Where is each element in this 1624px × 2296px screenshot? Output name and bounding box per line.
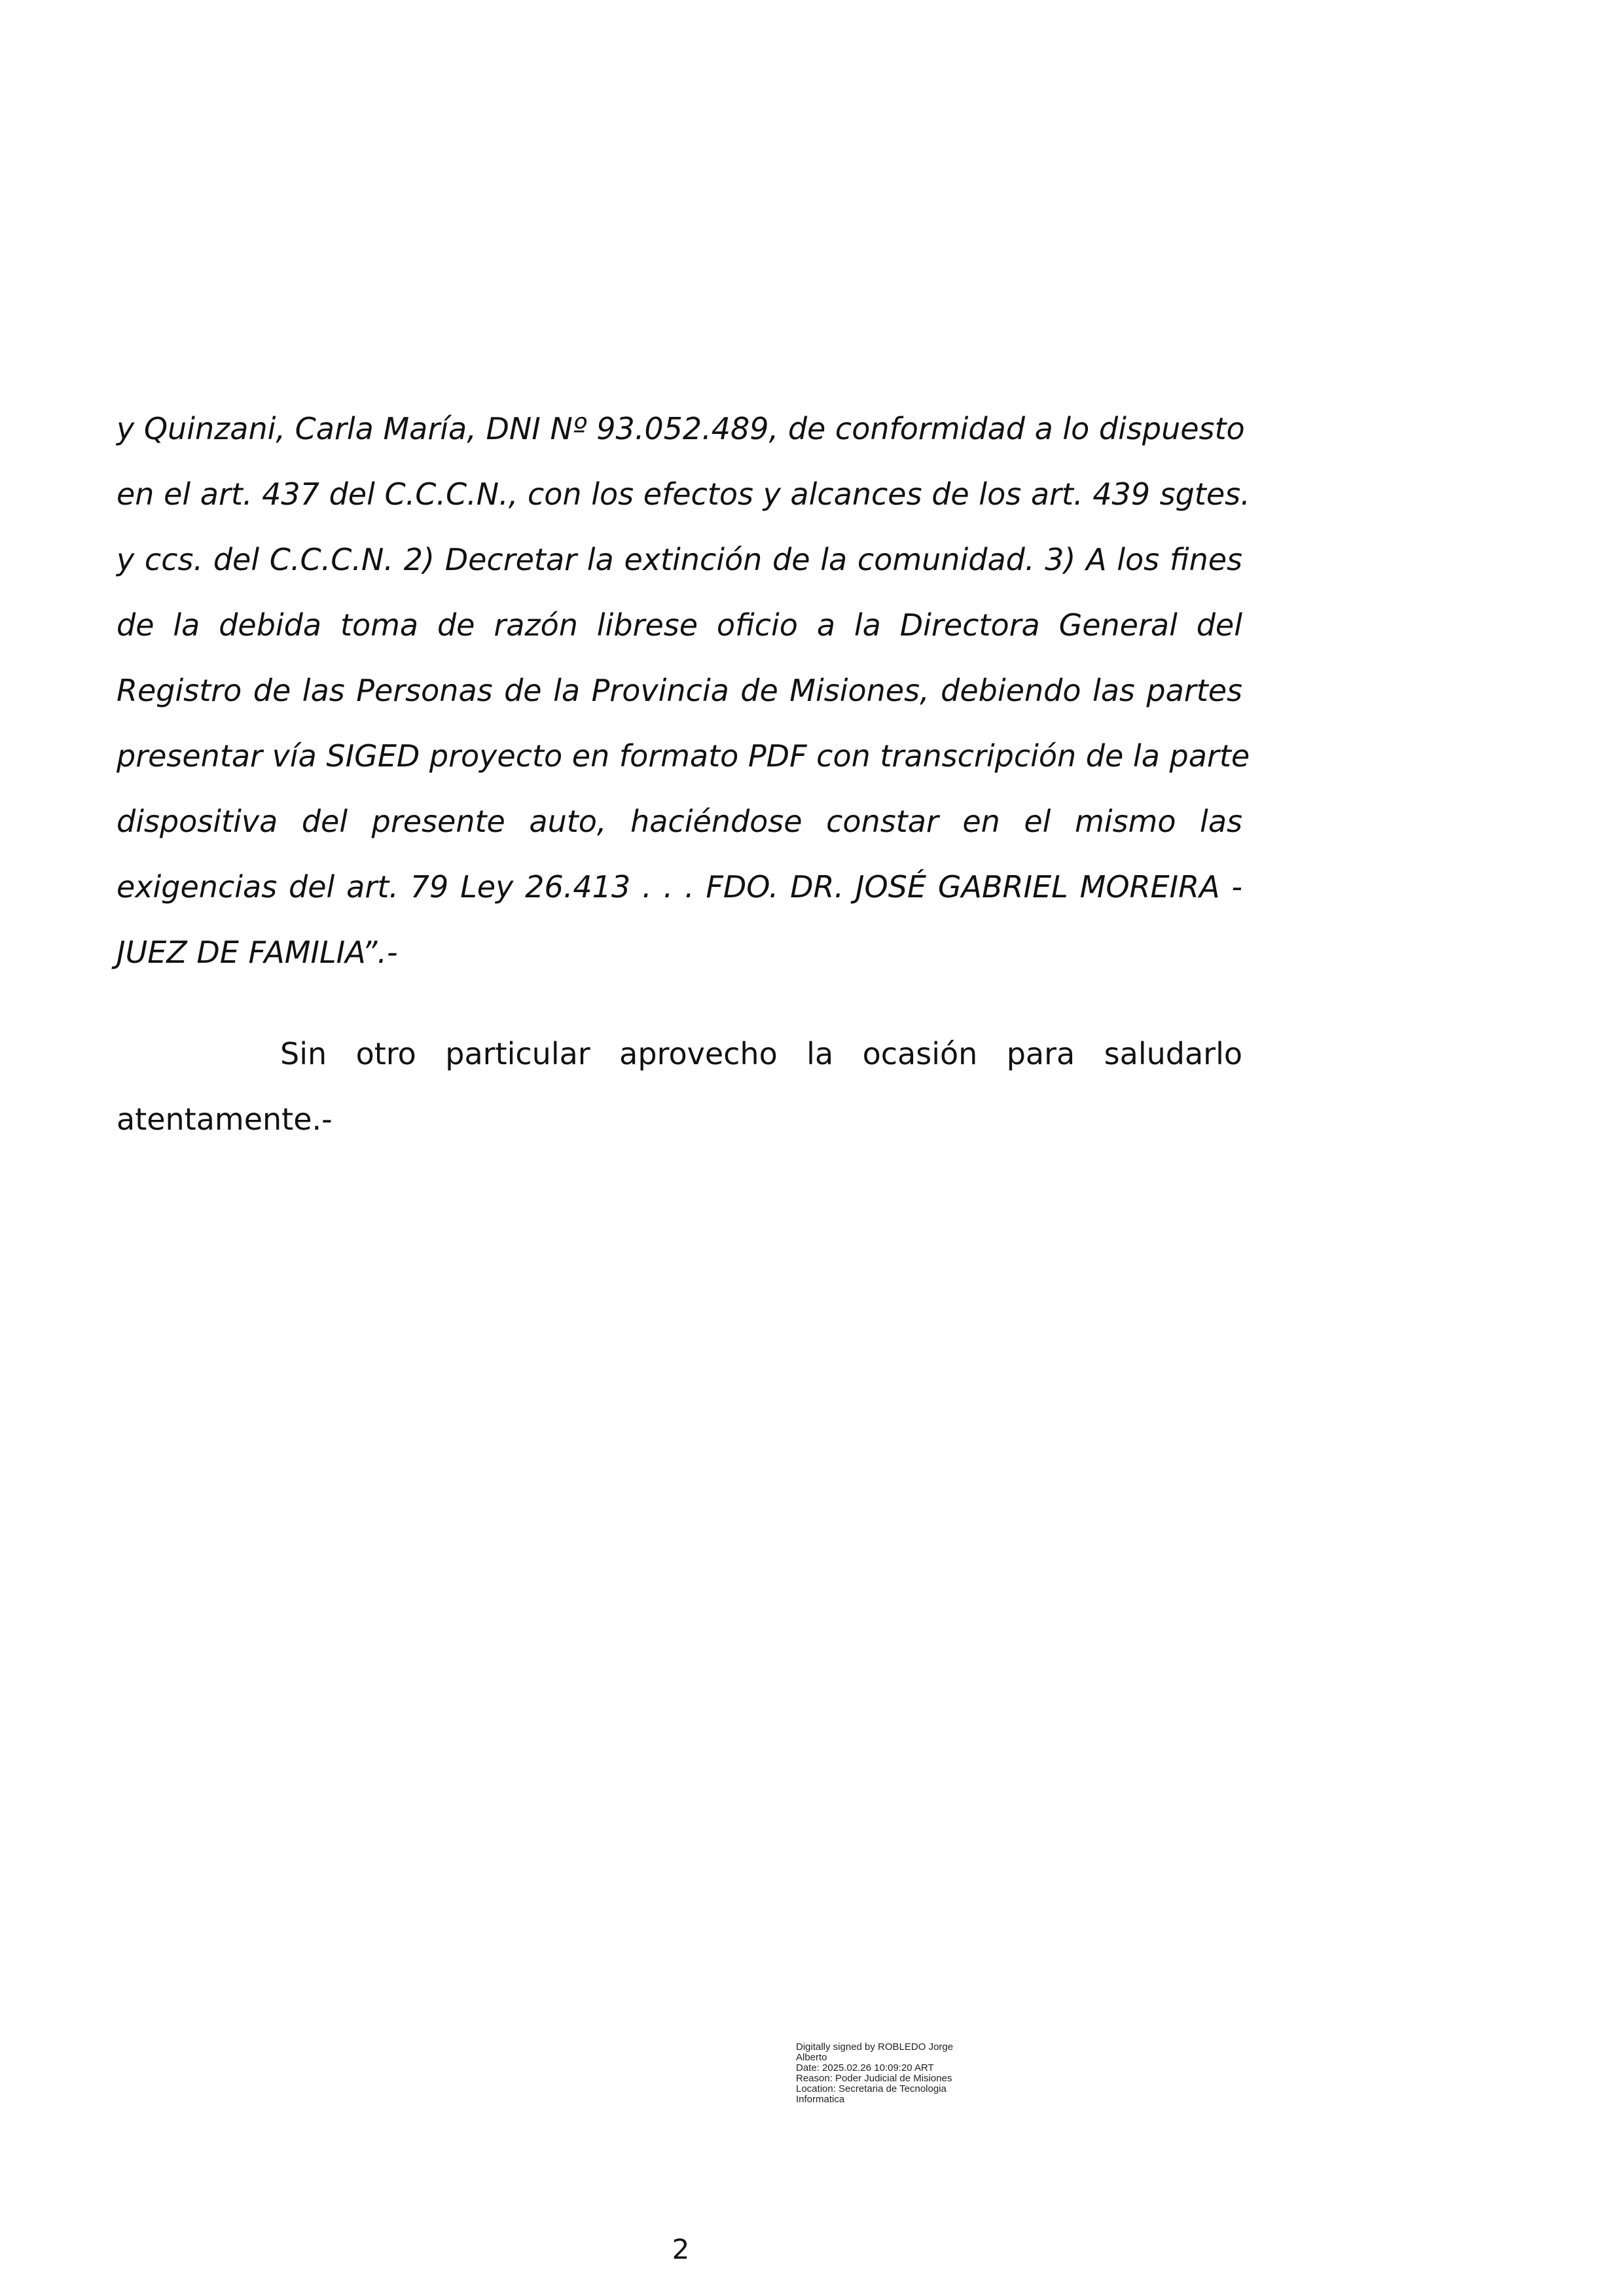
quote-line: dispositiva del presente auto, haciéndose constar en el mismo las [117,804,1242,839]
signature-line: Informatica [796,2094,845,2105]
quote-line: de la debida toma de razón librese oficio a la Directora General del [117,607,1242,643]
quote-line: exigencias del art. 79 Ley 26.413 . . . FDO. DR. JOSÉ GABRIEL MOREIRA - [117,869,1242,905]
quote-line: JUEZ DE FAMILIA”.- [117,935,398,970]
closing-line: Sin otro particular aprovecho la ocasión para saludarlo [280,1036,1242,1071]
digital-signature-stamp [796,2042,1032,2105]
signature-line: Reason: Poder Judicial de Misiones [796,2073,952,2084]
quote-line: y ccs. del C.C.C.N. 2) Decretar la extinción de la comunidad. 3) A los fines [117,542,1242,577]
signature-line: Alberto [796,2052,827,2063]
quote-line: y Quinzani, Carla María, DNI Nº 93.052.489, de conformidad a lo dispuesto [117,411,1245,446]
signature-line: Location: Secretaria de Tecnologia [796,2083,947,2094]
closing-line: atentamente.- [117,1102,333,1137]
quote-line: en el art. 437 del C.C.C.N., con los efectos y alcances de los art. 439 sgtes. [117,476,1250,512]
page-number: 2 [672,2233,690,2265]
resolution-quote [117,396,1250,985]
signature-line: Digitally signed by ROBLEDO Jorge [796,2041,954,2053]
quote-line: Registro de las Personas de la Provincia de Misiones, debiendo las partes [117,673,1242,708]
signature-line: Date: 2025.02.26 10:09:20 ART [796,2062,934,2073]
closing-paragraph [117,1021,1242,1152]
quote-line: presentar vía SIGED proyecto en formato PDF con transcripción de la parte [117,738,1250,774]
